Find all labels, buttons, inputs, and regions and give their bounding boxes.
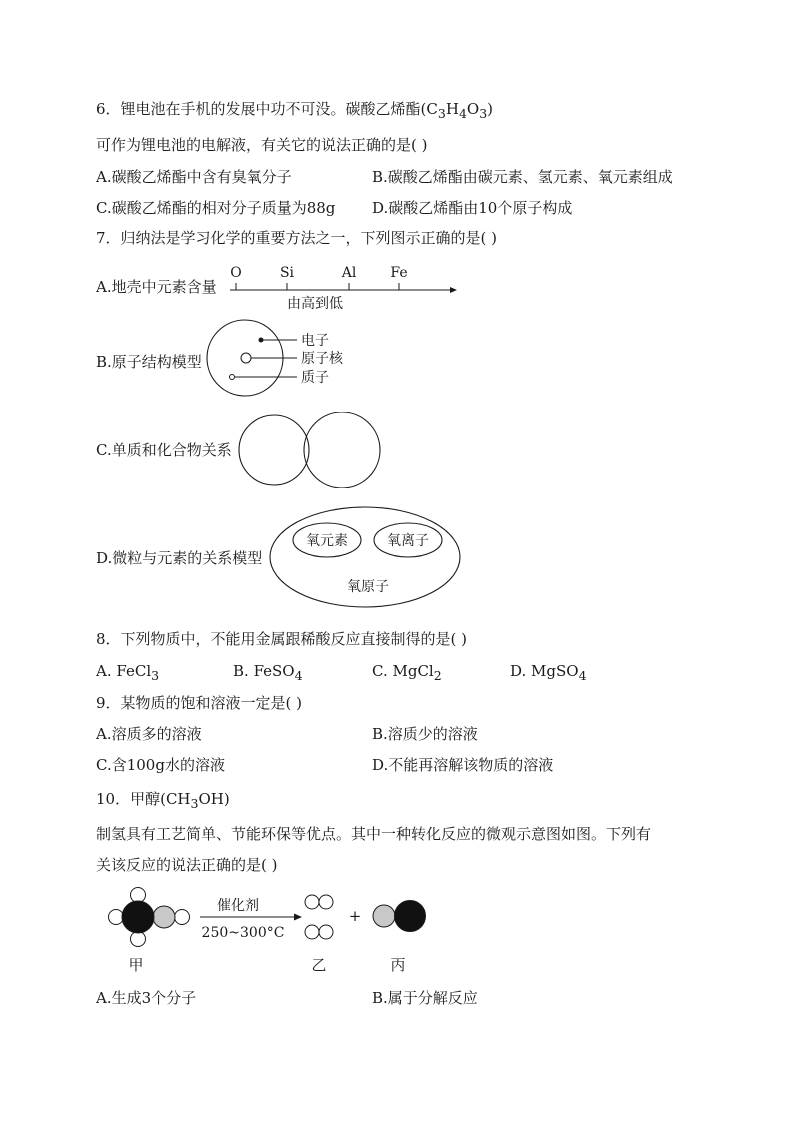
nucleus-label: 原子核	[301, 351, 343, 367]
q8-stem: 8．下列物质中，不能用金属跟稀酸反应直接制得的是( )	[96, 630, 468, 648]
reaction-arrow-icon	[294, 914, 302, 921]
q6-stem-cont: 可作为锂电池的电解液，有关它的说法正确的是( )	[96, 136, 428, 154]
element-fe: Fe	[390, 265, 408, 281]
q9-option-c[interactable]: C.含100g水的溶液	[96, 756, 225, 774]
label-bing: 丙	[390, 956, 406, 974]
q8-option-a[interactable]: A. FeCl$_3$	[96, 662, 160, 683]
q9-option-d[interactable]: D.不能再溶解该物质的溶液	[372, 756, 554, 774]
electron-label: 电子	[301, 333, 329, 349]
arrow-head-icon	[450, 287, 457, 293]
q6-stem-text: 6．锂电池在手机的发展中功不可没。碳酸乙烯酯	[96, 100, 421, 118]
q10-option-a[interactable]: A.生成3个分子	[96, 989, 197, 1007]
element-o: O	[230, 265, 242, 281]
q6-stem	[96, 99, 493, 124]
methanol-molecule-icon	[109, 888, 190, 947]
q6-option-b[interactable]: B.碳酸乙烯酯由碳元素、氢元素、氧元素组成	[372, 168, 673, 186]
q7-option-a[interactable]: A.地壳中元素含量	[96, 278, 217, 296]
q8-option-b[interactable]: B. FeSO$_4$	[233, 662, 303, 683]
catalyst-label: 催化剂	[217, 898, 259, 914]
q7-stem: 7．归纳法是学习化学的重要方法之一，下列图示正确的是( )	[96, 229, 498, 247]
q10-stem	[96, 789, 230, 814]
nucleus-circle	[241, 353, 251, 363]
crust-element-diagram	[225, 260, 465, 316]
q10-stem-cont-1: 制氢具有工艺简单、节能环保等优点。其中一种转化反应的微观示意图如图。下列有	[96, 825, 652, 843]
q9-option-b[interactable]: B.溶质少的溶液	[372, 725, 478, 743]
q9-option-a[interactable]: A.溶质多的溶液	[96, 725, 202, 743]
proton-dot	[230, 375, 235, 380]
q6-option-a[interactable]: A.碳酸乙烯酯中含有臭氧分子	[96, 168, 292, 186]
venn-diagram	[236, 412, 386, 488]
q7-option-d[interactable]: D.微粒与元素的关系模型	[96, 549, 263, 567]
temperature-label: 250~300°C	[201, 925, 285, 941]
element-al: Al	[341, 265, 357, 281]
proton-label: 质子	[301, 370, 329, 386]
inner-right-label: 氧离子	[387, 533, 429, 549]
reaction-diagram	[100, 880, 440, 980]
compound-set-circle	[304, 412, 380, 488]
electron-dot	[259, 338, 264, 343]
arrow-caption: 由高到低	[287, 296, 343, 312]
inner-left-label: 氧元素	[306, 533, 348, 549]
atom-structure-diagram	[205, 318, 365, 400]
q7-option-c[interactable]: C.单质和化合物关系	[96, 441, 232, 459]
q10-formula: $(CH_3OH)$	[160, 790, 230, 811]
q10-stem-cont-2: 关该反应的说法正确的是( )	[96, 856, 278, 874]
co-molecule-icon	[373, 901, 426, 932]
q10-stem-text: 10．甲醇	[96, 790, 161, 808]
q10-option-b[interactable]: B.属于分解反应	[372, 989, 478, 1007]
q7-option-b[interactable]: B.原子结构模型	[96, 353, 202, 371]
q6-option-c[interactable]: C.碳酸乙烯酯的相对分子质量为88g	[96, 199, 336, 217]
q8-option-d[interactable]: D. MgSO$_4$	[510, 662, 587, 683]
q6-formula: $(C_3H_4O_3)$	[420, 100, 494, 121]
label-jia: 甲	[128, 956, 144, 974]
q6-option-d[interactable]: D.碳酸乙烯酯由10个原子构成	[372, 199, 573, 217]
element-set-circle	[239, 415, 309, 485]
q8-option-c[interactable]: C. MgCl$_2$	[372, 662, 442, 683]
element-si: Si	[279, 265, 295, 281]
plus-sign: +	[348, 907, 362, 925]
particle-element-diagram	[268, 505, 468, 609]
q9-stem: 9．某物质的饱和溶液一定是( )	[96, 694, 303, 712]
outer-label: 氧原子	[347, 579, 389, 595]
label-yi: 乙	[311, 956, 327, 974]
hydrogen-molecules-icon	[305, 895, 333, 939]
